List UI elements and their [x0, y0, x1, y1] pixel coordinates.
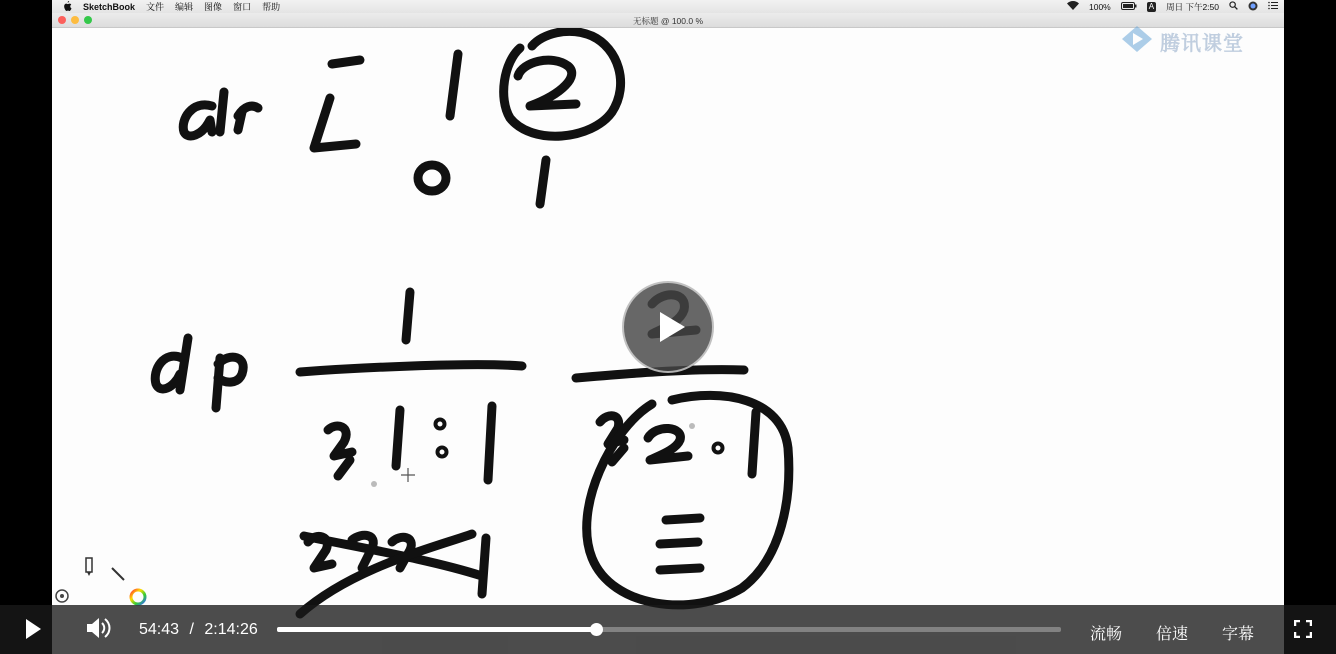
menubar-status [1067, 0, 1278, 13]
battery-percent: 100% [1089, 1, 1111, 12]
apple-icon [63, 1, 72, 13]
menu-window[interactable]: 窗口 [233, 2, 252, 12]
mac-menubar [52, 0, 1284, 13]
time-display [139, 621, 258, 639]
fullscreen-button[interactable] [1294, 620, 1312, 643]
menu-app-name[interactable]: SketchBook [83, 1, 136, 12]
play-button[interactable] [24, 618, 42, 645]
input-method-indicator[interactable]: A [1148, 1, 1155, 11]
window-title: 无标题 @ 100.0 % [632, 16, 704, 26]
time-separator: / [189, 621, 194, 638]
play-icon [658, 311, 686, 343]
progress-fill [277, 627, 596, 632]
menu-help[interactable]: 帮助 [262, 2, 281, 12]
duration: 2:14:26 [204, 621, 258, 638]
subtitle-button[interactable]: 字幕 [1222, 626, 1255, 643]
pen-tool-icon[interactable] [82, 556, 96, 581]
search-icon[interactable] [1229, 1, 1238, 12]
menubar-clock[interactable]: 周日 下午2:50 [1166, 1, 1219, 12]
battery-icon[interactable] [1121, 2, 1137, 12]
tencent-classroom-watermark [1118, 24, 1244, 59]
fullscreen-icon [1294, 620, 1312, 638]
volume-button[interactable] [86, 616, 112, 645]
watermark-text: 腾讯课堂 [1160, 33, 1244, 55]
play-icon [24, 618, 42, 640]
list-icon[interactable] [1268, 1, 1278, 12]
brush-tool-icon[interactable] [110, 566, 126, 587]
menu-edit[interactable]: 编辑 [175, 2, 194, 12]
quality-button[interactable]: 流畅 [1090, 626, 1123, 643]
tencent-logo-icon [1118, 24, 1156, 59]
center-play-button[interactable] [622, 281, 714, 373]
progress-handle[interactable] [590, 623, 603, 636]
current-time: 54:43 [139, 621, 180, 638]
window-titlebar [52, 13, 1284, 28]
speed-button[interactable]: 倍速 [1156, 626, 1189, 643]
wifi-icon[interactable] [1067, 1, 1079, 12]
menu-file[interactable]: 文件 [146, 2, 165, 12]
progress-bar[interactable] [277, 627, 1061, 632]
menu-image[interactable]: 图像 [204, 2, 223, 12]
video-control-bar [0, 605, 1336, 654]
siri-icon[interactable] [1248, 1, 1258, 13]
volume-icon [86, 616, 112, 640]
